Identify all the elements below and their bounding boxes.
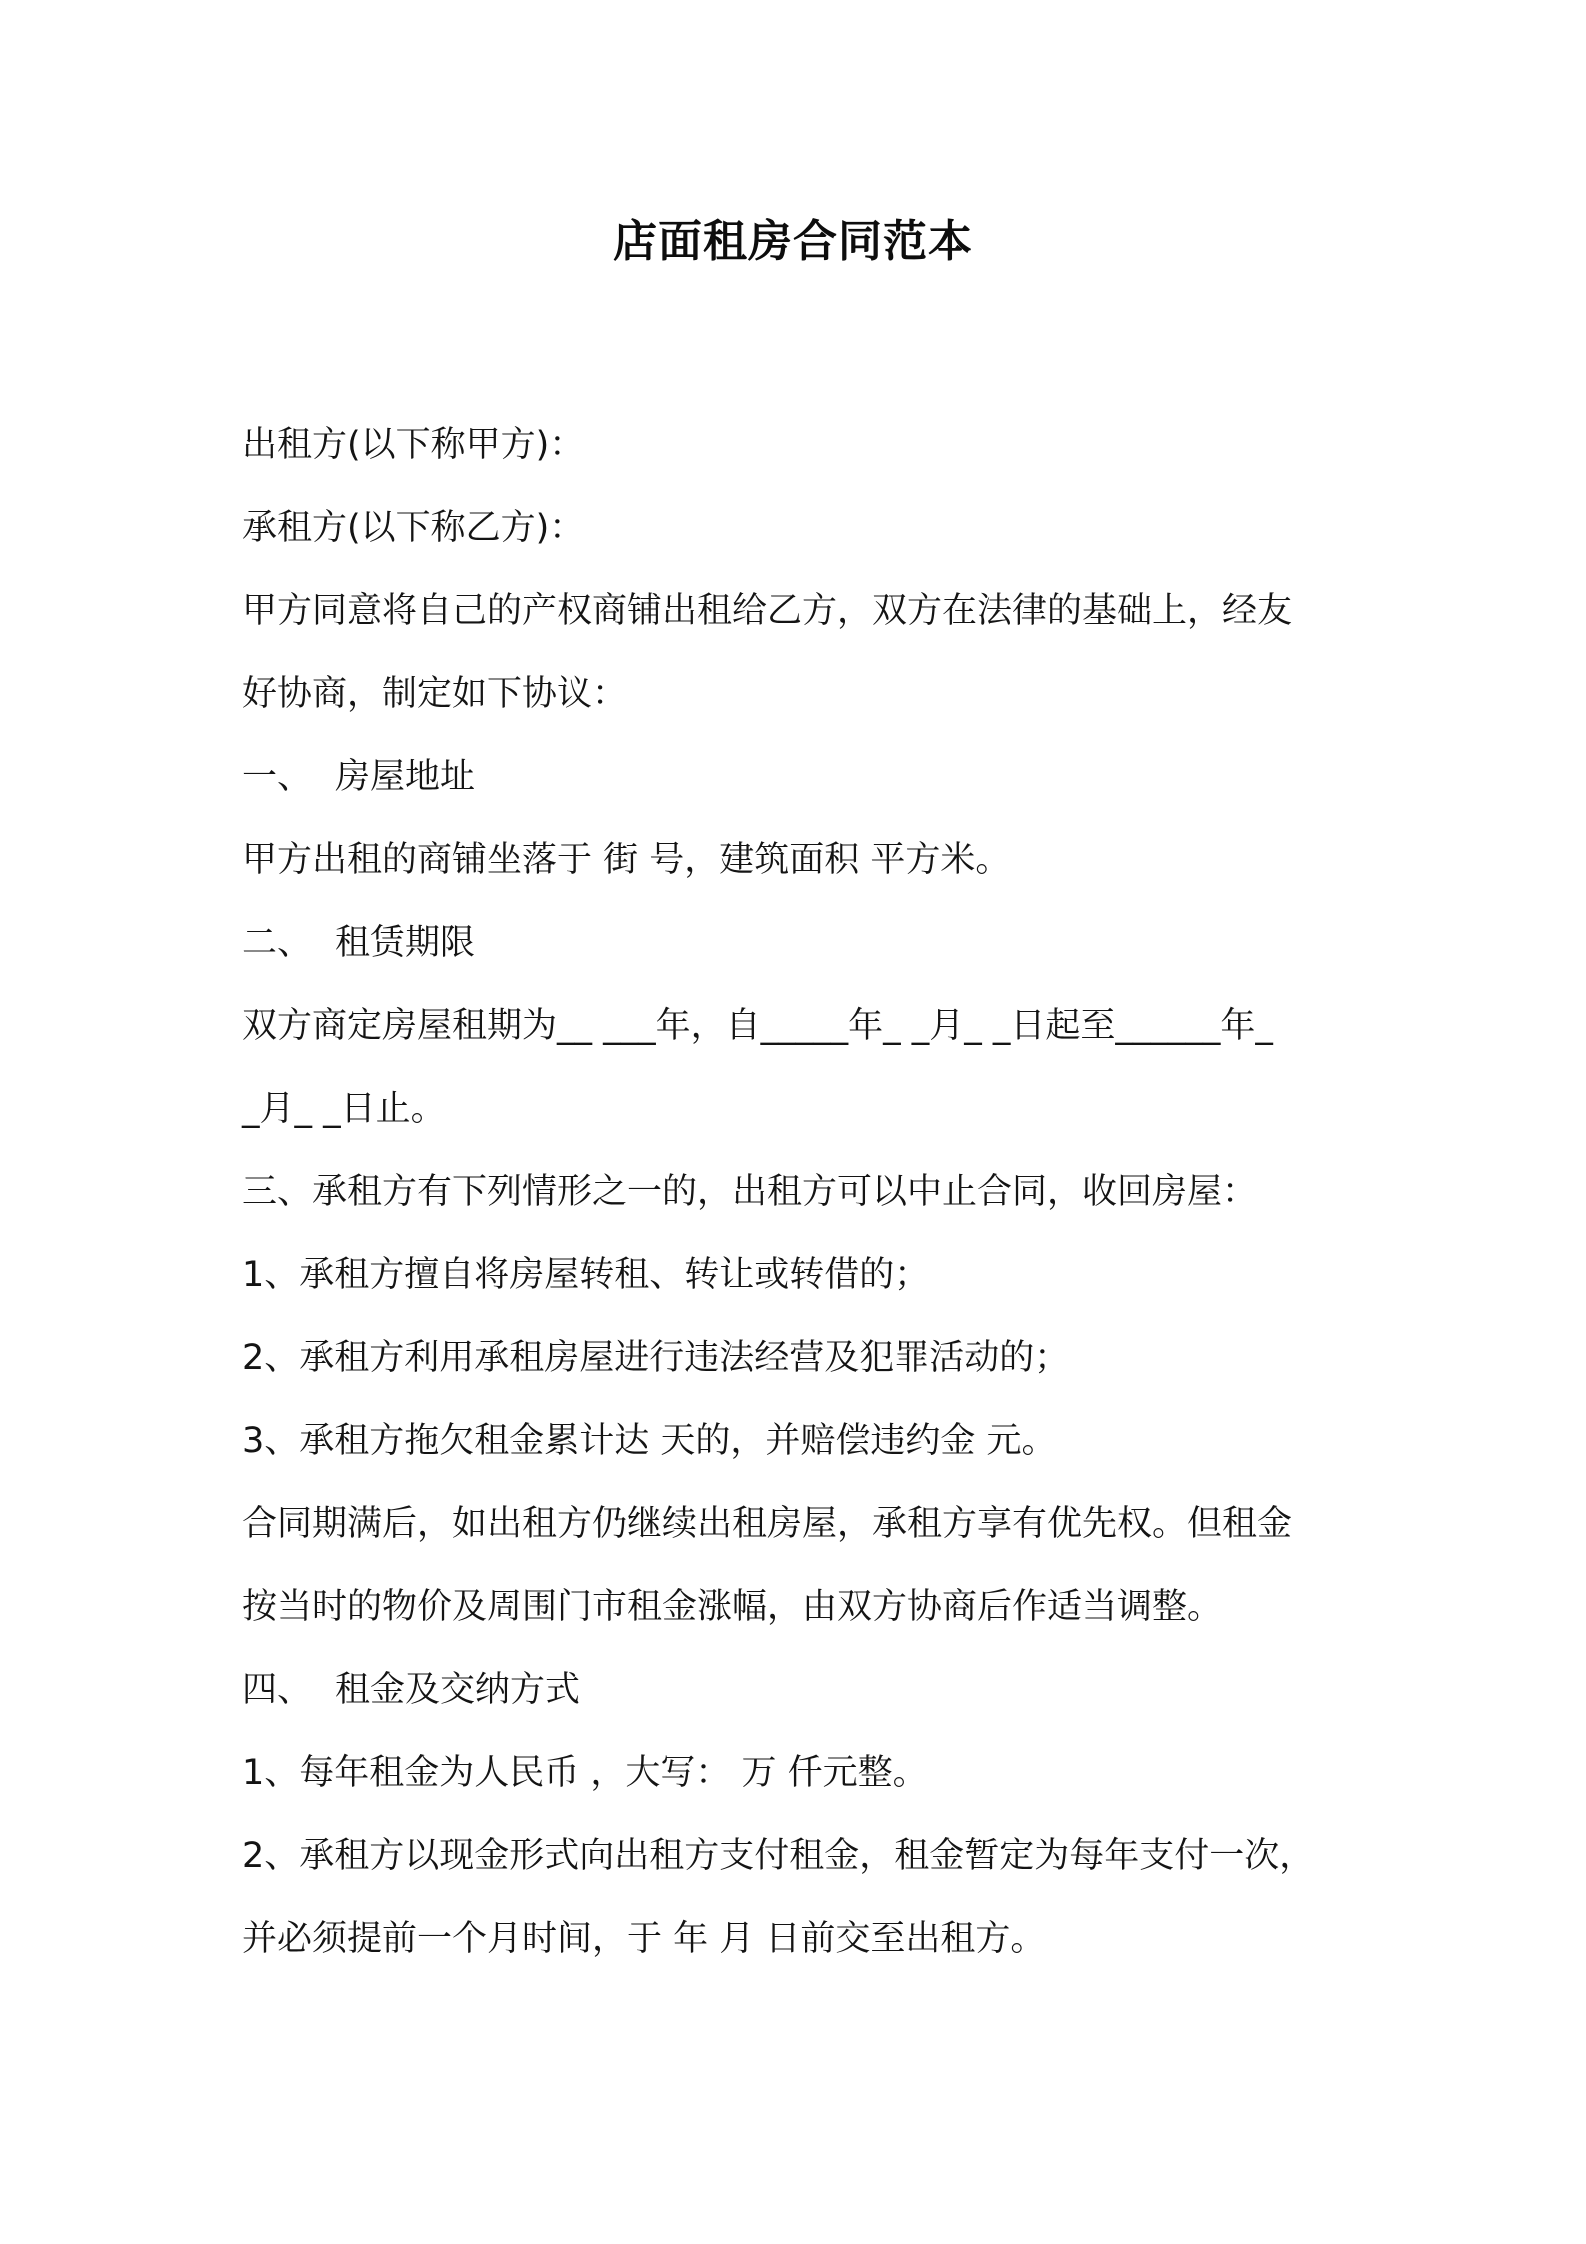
termination-clause-2: [242, 1317, 1362, 1400]
section-number: 四、: [242, 1670, 313, 1710]
rent-clause-2-line-2: [242, 1898, 1362, 1981]
intro-paragraph-line-2: [242, 653, 1362, 736]
section-title: 租赁期限: [335, 923, 476, 963]
intro-paragraph-line-1: [242, 570, 1362, 653]
line-text: 三、承租方有下列情形之一的，出租方可以中止合同，收回房屋：: [242, 1172, 1258, 1212]
rent-clause-2-line-1: [242, 1815, 1362, 1898]
termination-clause-3: [242, 1400, 1362, 1483]
renewal-paragraph-line-1: [242, 1483, 1362, 1566]
line-text: 甲方同意将自己的产权商铺出租给乙方，双方在法律的基础上，经友: [242, 591, 1293, 631]
rent-clause-1: [242, 1732, 1362, 1815]
line-text: 好协商，制定如下协议：: [242, 674, 628, 714]
section-heading-term: [242, 902, 1362, 985]
address-line: [242, 819, 1362, 902]
line-text: 1、每年租金为人民币 ，大写： 万 仟元整。: [242, 1753, 928, 1793]
section-title: 租金及交纳方式: [335, 1670, 581, 1710]
line-text: 2、承租方利用承租房屋进行违法经营及犯罪活动的；: [242, 1338, 1070, 1378]
lessee-line: [242, 487, 1362, 570]
section-heading-rent: [242, 1649, 1362, 1732]
line-text: 按当时的物价及周围门市租金涨幅，由双方协商后作适当调整。: [242, 1587, 1223, 1627]
line-text: 双方商定房屋租期为__ ___年，自_____年_ _月_ _日起至______年_: [242, 1006, 1273, 1046]
section-number: 二、: [242, 923, 313, 963]
line-text: 2、承租方以现金形式向出租方支付租金，租金暂定为每年支付一次，: [242, 1836, 1315, 1876]
term-line-1: [242, 985, 1362, 1068]
renewal-paragraph-line-2: [242, 1566, 1362, 1649]
lessor-line: [242, 404, 1362, 487]
section-title: 房屋地址: [335, 757, 476, 797]
termination-clause-1: [242, 1234, 1362, 1317]
section-number: 一、: [242, 757, 313, 797]
document-title: 店面租房合同范本: [613, 216, 973, 267]
line-text: 出租方(以下称甲方)：: [242, 425, 585, 465]
section-heading-address: [242, 736, 1362, 819]
line-text: 合同期满后，如出租方仍继续出租房屋，承租方享有优先权。但租金: [242, 1504, 1293, 1544]
document-body: [242, 404, 1362, 1981]
line-text: 承租方(以下称乙方)：: [242, 508, 585, 548]
section-heading-termination: [242, 1151, 1362, 1234]
line-text: 1、承租方擅自将房屋转租、转让或转借的；: [242, 1255, 930, 1295]
line-text: 3、承租方拖欠租金累计达 天的，并赔偿违约金 元。: [242, 1421, 1057, 1461]
line-text: _月_ _日止。: [242, 1089, 446, 1129]
line-text: 并必须提前一个月时间，于 年 月 日前交至出租方。: [242, 1919, 1046, 1959]
term-line-2: [242, 1068, 1362, 1151]
line-text: 甲方出租的商铺坐落于 街 号，建筑面积 平方米。: [242, 840, 1011, 880]
